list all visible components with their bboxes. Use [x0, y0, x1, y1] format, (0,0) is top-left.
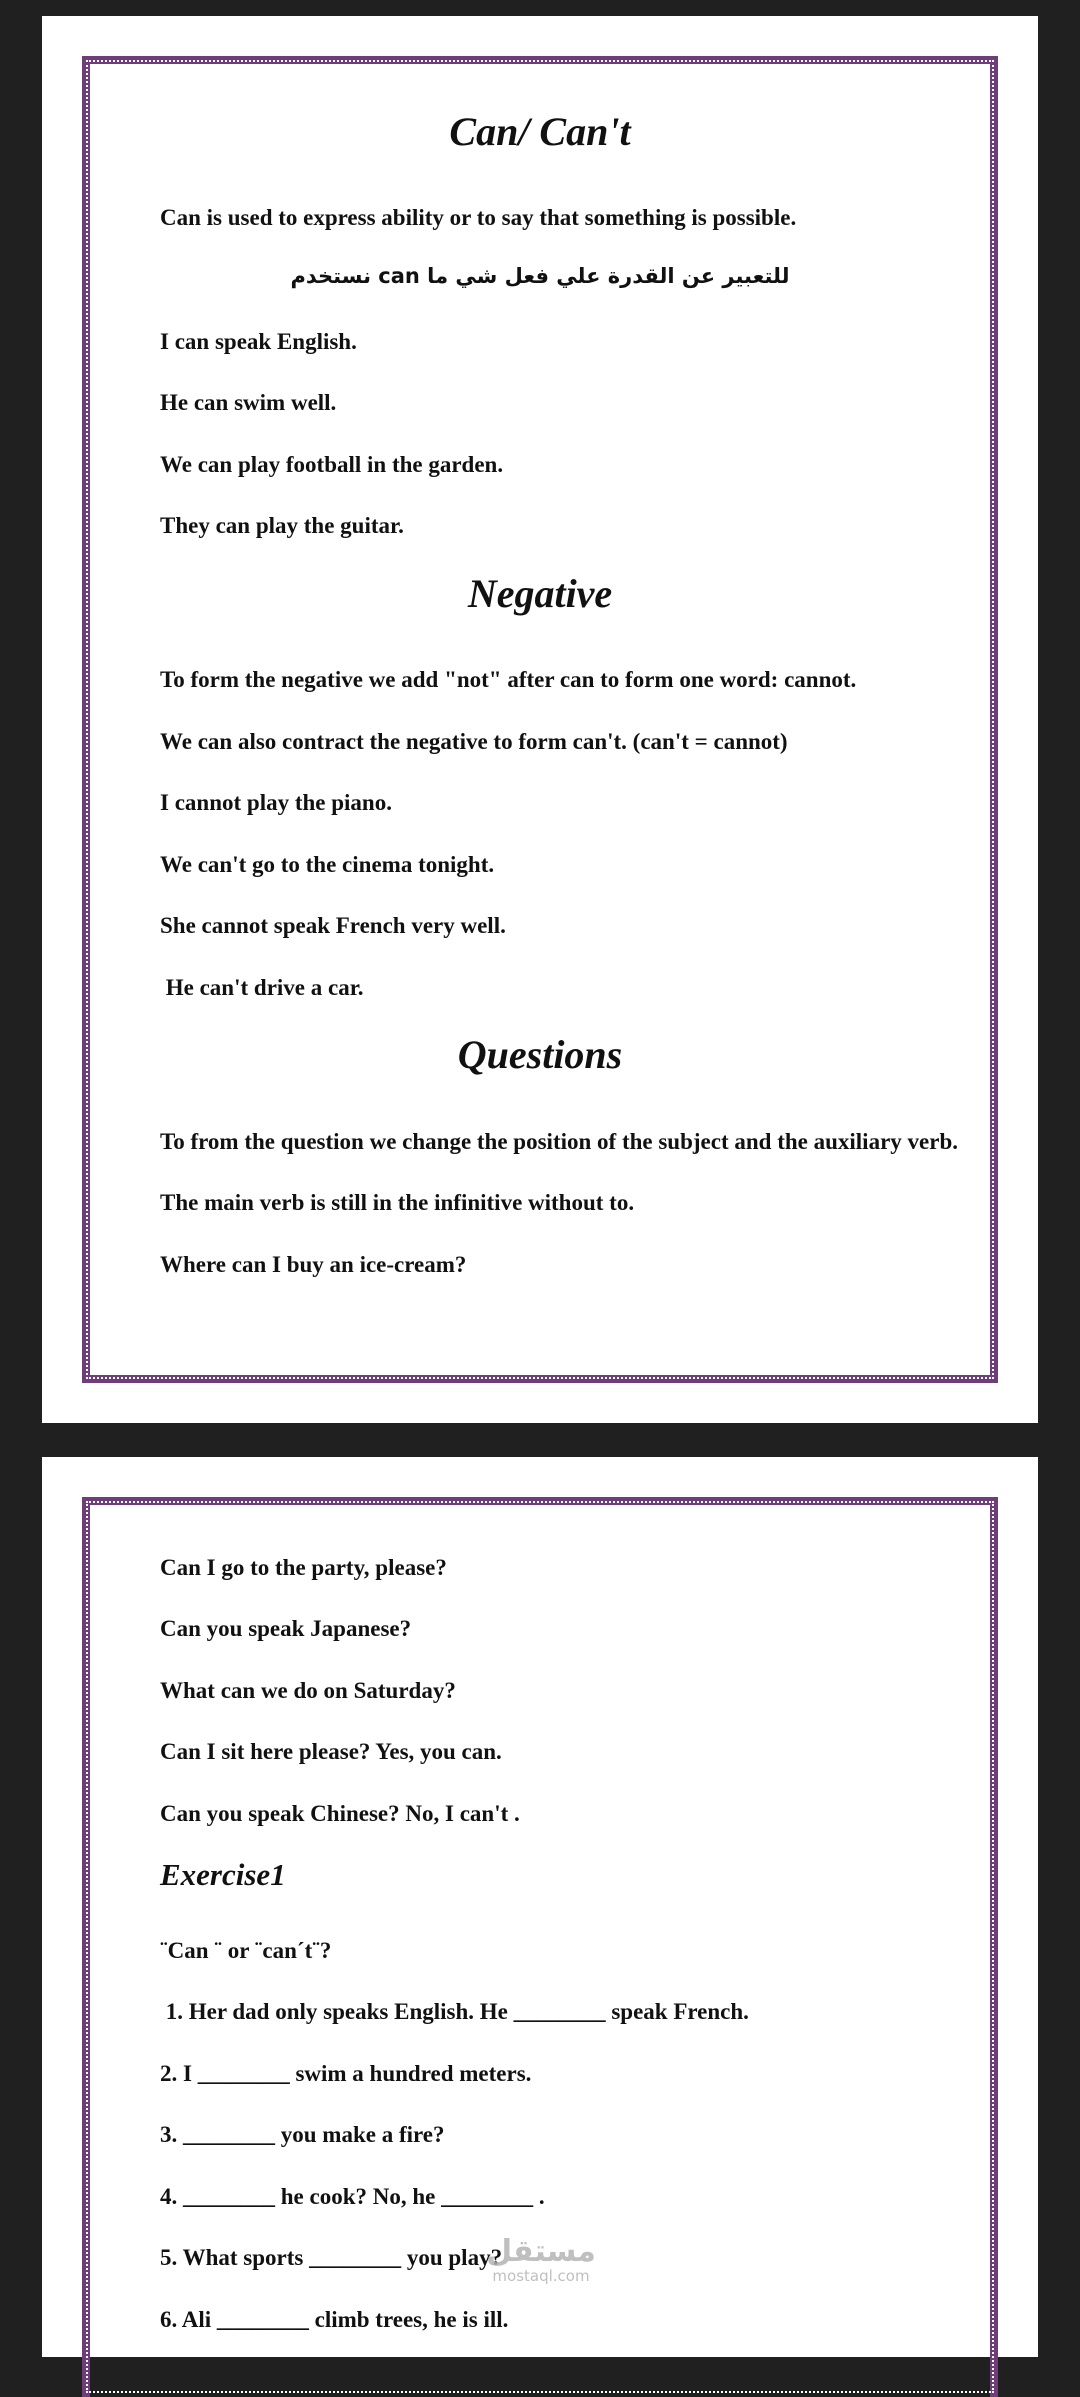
watermark-arabic: مستقل: [486, 2234, 596, 2269]
exercise-title: Exercise1: [160, 1857, 286, 1892]
intro-text: Can is used to express ability or to say that something is possible.: [160, 205, 797, 230]
watermark-url: mostaql.com: [492, 2267, 590, 2285]
questions-heading: Questions: [457, 1032, 623, 1077]
question-example: Can you speak Japanese?: [160, 1616, 412, 1641]
document-page-2: [42, 1457, 1038, 2357]
example-line: They can play the guitar.: [160, 513, 404, 538]
exercise-item: 2. I ________ swim a hundred meters.: [160, 2061, 532, 2086]
exercise-prompt: ¨Can ¨ or ¨can´t¨?: [160, 1938, 332, 1963]
question-example: What can we do on Saturday?: [160, 1678, 456, 1703]
negative-heading: Negative: [467, 571, 613, 616]
question-example: Can you speak Chinese? No, I can't .: [160, 1801, 520, 1826]
example-line: I can speak English.: [160, 329, 357, 354]
example-line: We can play football in the garden.: [160, 452, 504, 477]
negative-line: We can't go to the cinema tonight.: [160, 852, 495, 877]
example-line: He can swim well.: [160, 390, 337, 415]
arabic-note: للتعبير عن القدرة علي فعل شي ما can نستخدم: [290, 264, 790, 288]
negative-line: I cannot play the piano.: [160, 790, 392, 815]
question-example: Can I go to the party, please?: [160, 1555, 447, 1580]
document-page-1: [42, 16, 1038, 1423]
exercise-item: 5. What sports ________ you play?: [160, 2245, 503, 2270]
negative-line: We can also contract the negative to form can't. (can't = cannot): [160, 729, 788, 754]
exercise-item: 6. Ali ________ climb trees, he is ill.: [160, 2307, 509, 2332]
decorative-border: [82, 56, 998, 1383]
negative-line: He can't drive a car.: [160, 975, 364, 1000]
watermark-logo: [466, 2236, 616, 2284]
exercise-item: 4. ________ he cook? No, he ________ .: [160, 2184, 545, 2209]
exercise-item: 1. Her dad only speaks English. He ________ speak French.: [160, 1999, 749, 2024]
question-example: Can I sit here please? Yes, you can.: [160, 1739, 502, 1764]
question-line: The main verb is still in the infinitive without to.: [160, 1190, 635, 1215]
question-line: To from the question we change the position of the subject and the auxiliary verb.: [160, 1129, 958, 1154]
question-line: Where can I buy an ice-cream?: [160, 1252, 467, 1277]
negative-line: She cannot speak French very well.: [160, 913, 506, 938]
page-title: Can/ Can't: [449, 109, 631, 154]
exercise-item: 3. ________ you make a fire?: [160, 2122, 445, 2147]
negative-line: To form the negative we add "not" after can to form one word: cannot.: [160, 667, 857, 692]
